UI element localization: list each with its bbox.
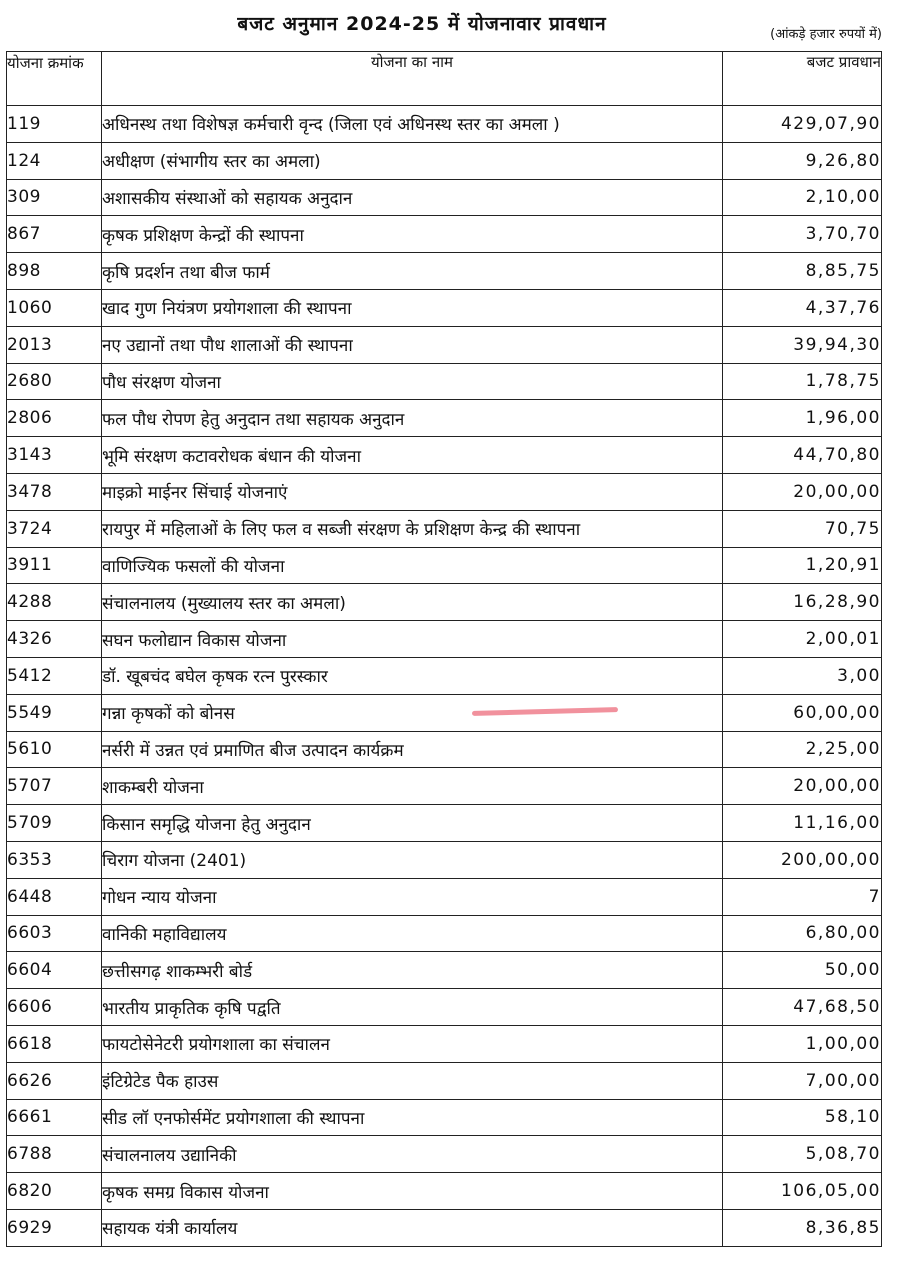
row-amount: 1,20,91: [723, 547, 882, 584]
table-row: [7, 1136, 882, 1173]
row-code: 3724: [7, 510, 102, 547]
row-amount: 5,08,70: [723, 1136, 882, 1173]
row-code: 5610: [7, 731, 102, 768]
row-code: 6618: [7, 1025, 102, 1062]
table-row: [7, 1025, 882, 1062]
row-code: 1060: [7, 289, 102, 326]
budget-table: [6, 51, 882, 1247]
row-name: संचालनालय उद्यानिकी: [102, 1136, 723, 1173]
row-amount: 429,07,90: [723, 106, 882, 143]
row-amount: 44,70,80: [723, 437, 882, 474]
row-code: 867: [7, 216, 102, 253]
row-code: 2680: [7, 363, 102, 400]
row-name: अधिनस्थ तथा विशेषज्ञ कर्मचारी वृन्द (जिला एवं अधिनस्थ स्तर का अमला ): [102, 106, 723, 143]
row-code: 6604: [7, 952, 102, 989]
row-name: गोधन न्याय योजना: [102, 878, 723, 915]
row-name: नर्सरी में उन्नत एवं प्रमाणित बीज उत्पादन कार्यक्रम: [102, 731, 723, 768]
table-row: [7, 584, 882, 621]
table-row: [7, 363, 882, 400]
row-amount: 7: [723, 878, 882, 915]
row-amount: 60,00,00: [723, 694, 882, 731]
row-amount: 3,00: [723, 657, 882, 694]
table-row: [7, 106, 882, 143]
page-title: बजट अनुमान 2024-25 में योजनावार प्रावधान: [237, 13, 607, 35]
row-name: इंटिग्रेटेड पैक हाउस: [102, 1062, 723, 1099]
row-amount: 3,70,70: [723, 216, 882, 253]
row-amount: 2,00,01: [723, 621, 882, 658]
row-amount: 20,00,00: [723, 768, 882, 805]
row-amount: 1,78,75: [723, 363, 882, 400]
table-row: [7, 621, 882, 658]
table-row: [7, 400, 882, 437]
row-amount: 200,00,00: [723, 841, 882, 878]
row-name: भारतीय प्राकृतिक कृषि पद्वति: [102, 989, 723, 1026]
row-amount: 16,28,90: [723, 584, 882, 621]
table-row: [7, 952, 882, 989]
row-name: कृषक प्रशिक्षण केन्द्रों की स्थापना: [102, 216, 723, 253]
table-row: [7, 731, 882, 768]
row-name: फल पौध रोपण हेतु अनुदान तथा सहायक अनुदान: [102, 400, 723, 437]
row-amount: 1,96,00: [723, 400, 882, 437]
table-row: [7, 694, 882, 731]
row-amount: 2,25,00: [723, 731, 882, 768]
row-code: 6606: [7, 989, 102, 1026]
table-row: [7, 289, 882, 326]
row-name: गन्ना कृषकों को बोनस: [102, 694, 723, 731]
row-code: 898: [7, 253, 102, 290]
row-code: 6820: [7, 1173, 102, 1210]
row-code: 3911: [7, 547, 102, 584]
row-code: 3478: [7, 473, 102, 510]
table-row: [7, 805, 882, 842]
row-name: खाद गुण नियंत्रण प्रयोगशाला की स्थापना: [102, 289, 723, 326]
row-name: कृषक समग्र विकास योजना: [102, 1173, 723, 1210]
row-code: 5412: [7, 657, 102, 694]
table-row: [7, 989, 882, 1026]
unit-note: (आंकड़े हजार रुपयों में): [770, 27, 882, 42]
row-code: 6788: [7, 1136, 102, 1173]
table-row: [7, 179, 882, 216]
row-code: 4326: [7, 621, 102, 658]
row-code: 3143: [7, 437, 102, 474]
row-amount: 70,75: [723, 510, 882, 547]
row-code: 5709: [7, 805, 102, 842]
row-name: चिराग योजना (2401): [102, 841, 723, 878]
row-code: 309: [7, 179, 102, 216]
row-amount: 9,26,80: [723, 142, 882, 179]
row-amount: 8,36,85: [723, 1209, 882, 1246]
row-code: 6448: [7, 878, 102, 915]
table-row: [7, 326, 882, 363]
row-amount: 47,68,50: [723, 989, 882, 1026]
row-name: पौध संरक्षण योजना: [102, 363, 723, 400]
row-name: वानिकी महाविद्यालय: [102, 915, 723, 952]
row-code: 6603: [7, 915, 102, 952]
table-row: [7, 1209, 882, 1246]
row-name: शाकम्बरी योजना: [102, 768, 723, 805]
table-row: [7, 768, 882, 805]
row-name: रायपुर में महिलाओं के लिए फल व सब्जी संरक्षण के प्रशिक्षण केन्द्र की स्थापना: [102, 510, 723, 547]
row-amount: 50,00: [723, 952, 882, 989]
row-code: 124: [7, 142, 102, 179]
row-name: सीड लॉ एनफोर्समेंट प्रयोगशाला की स्थापना: [102, 1099, 723, 1136]
row-code: 2013: [7, 326, 102, 363]
table-row: [7, 878, 882, 915]
table-row: [7, 547, 882, 584]
row-amount: 20,00,00: [723, 473, 882, 510]
table-row: [7, 473, 882, 510]
table-row: [7, 1173, 882, 1210]
row-amount: 39,94,30: [723, 326, 882, 363]
table-row: [7, 841, 882, 878]
row-amount: 58,10: [723, 1099, 882, 1136]
table-row: [7, 437, 882, 474]
table-row: [7, 915, 882, 952]
row-name: फायटोसेनेटरी प्रयोगशाला का संचालन: [102, 1025, 723, 1062]
row-code: 6661: [7, 1099, 102, 1136]
row-amount: 7,00,00: [723, 1062, 882, 1099]
table-row: [7, 510, 882, 547]
row-name: अधीक्षण (संभागीय स्तर का अमला): [102, 142, 723, 179]
row-code: 119: [7, 106, 102, 143]
row-amount: 11,16,00: [723, 805, 882, 842]
table-row: [7, 1062, 882, 1099]
table-row: [7, 253, 882, 290]
table-row: [7, 142, 882, 179]
row-name: सहायक यंत्री कार्यालय: [102, 1209, 723, 1246]
table-header-row: [7, 52, 882, 106]
row-code: 5707: [7, 768, 102, 805]
row-amount: 8,85,75: [723, 253, 882, 290]
row-name: भूमि संरक्षण कटावरोधक बंधान की योजना: [102, 437, 723, 474]
row-name: संचालनालय (मुख्यालय स्तर का अमला): [102, 584, 723, 621]
column-header-name: योजना का नाम: [102, 52, 723, 106]
row-amount: 106,05,00: [723, 1173, 882, 1210]
row-amount: 4,37,76: [723, 289, 882, 326]
row-name: अशासकीय संस्थाओं को सहायक अनुदान: [102, 179, 723, 216]
row-name: छत्तीसगढ़ शाकम्भरी बोर्ड: [102, 952, 723, 989]
row-name: नए उद्यानों तथा पौध शालाओं की स्थापना: [102, 326, 723, 363]
row-code: 4288: [7, 584, 102, 621]
table-row: [7, 1099, 882, 1136]
row-amount: 1,00,00: [723, 1025, 882, 1062]
row-code: 2806: [7, 400, 102, 437]
row-code: 6626: [7, 1062, 102, 1099]
row-name: सघन फलोद्यान विकास योजना: [102, 621, 723, 658]
row-code: 6929: [7, 1209, 102, 1246]
row-name: माइक्रो माईनर सिंचाई योजनाएं: [102, 473, 723, 510]
row-amount: 2,10,00: [723, 179, 882, 216]
column-header-amount: बजट प्रावधान: [723, 52, 882, 106]
row-amount: 6,80,00: [723, 915, 882, 952]
row-name: कृषि प्रदर्शन तथा बीज फार्म: [102, 253, 723, 290]
table-row: [7, 216, 882, 253]
row-name: किसान समृद्धि योजना हेतु अनुदान: [102, 805, 723, 842]
row-code: 5549: [7, 694, 102, 731]
row-name: वाणिज्यिक फसलों की योजना: [102, 547, 723, 584]
row-code: 6353: [7, 841, 102, 878]
table-row: [7, 657, 882, 694]
column-header-code: योजना क्रमांक: [7, 52, 102, 106]
row-name: डॉ. खूबचंद बघेल कृषक रत्न पुरस्कार: [102, 657, 723, 694]
